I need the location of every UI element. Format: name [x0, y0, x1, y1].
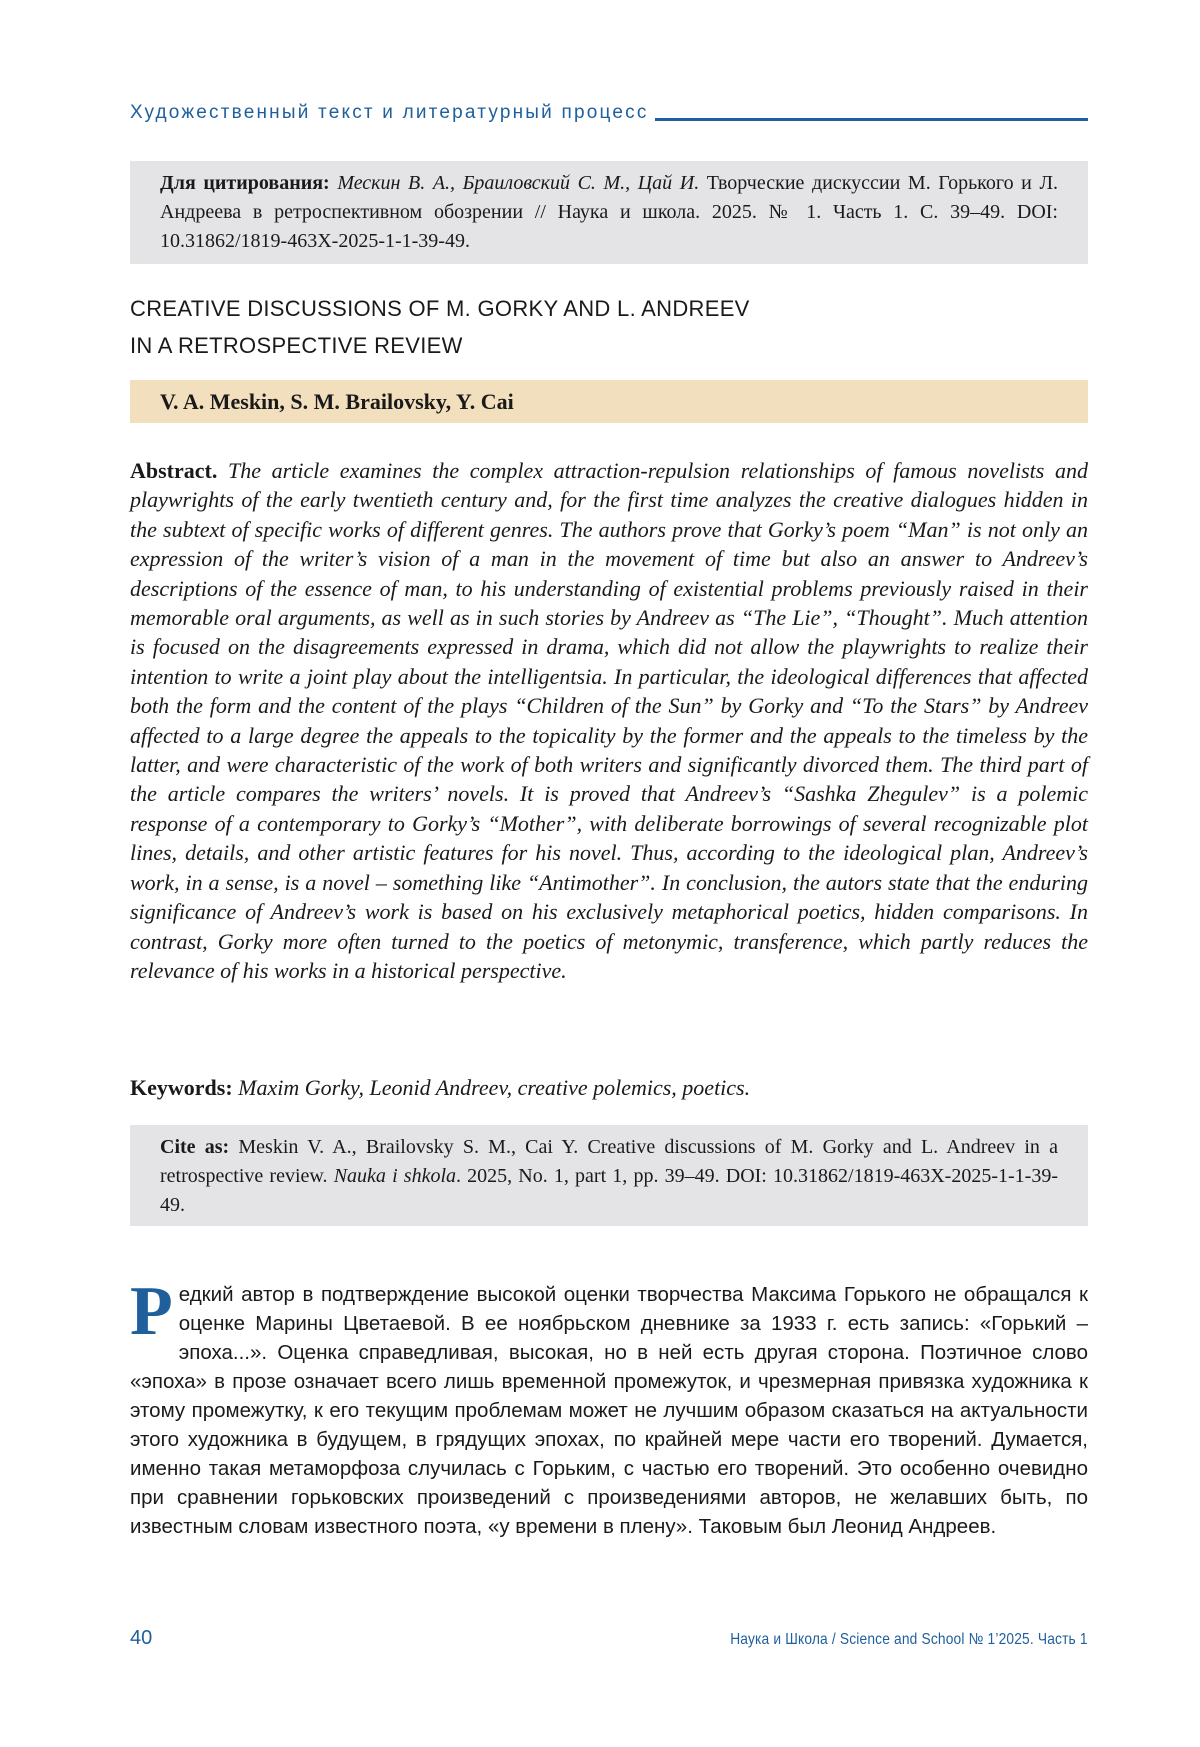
- journal-info: Наука и Школа / Science and School № 1’2025. Часть 1: [730, 1631, 1088, 1648]
- drop-cap: Р: [130, 1273, 173, 1350]
- article-authors: V. A. Meskin, S. M. Brailovsky, Y. Cai: [130, 380, 1088, 423]
- section-header: [130, 102, 1088, 124]
- citation-en-text-after: . 2025, No. 1, part 1, pp. 39–49. DOI: 10.31862/1819-463X-2025-1-1-39-49.: [160, 1165, 1058, 1216]
- keywords-text: Maxim Gorky, Leonid Andreev, creative polemics, poetics.: [238, 1075, 751, 1100]
- article-title: [130, 290, 1030, 364]
- article-title-line2: IN A RETROSPECTIVE REVIEW: [130, 333, 463, 358]
- header-rule: [655, 118, 1088, 121]
- abstract-label: Abstract.: [130, 458, 218, 483]
- abstract: [130, 456, 1088, 985]
- page-number: 40: [130, 1627, 153, 1649]
- citation-ru-box: [130, 161, 1088, 264]
- citation-ru-label: Для цитирования:: [160, 172, 330, 194]
- keywords: [130, 1073, 1088, 1103]
- citation-ru-authors: Мескин В. А., Браиловский С. М., Цай И.: [337, 172, 700, 194]
- citation-en-text-before: Meskin V. A., Brailovsky S. M., Cai Y. Creative discussions of M. Gorky and L. Andreev in a retrospective review.: [160, 1136, 1058, 1187]
- citation-en-box: [130, 1125, 1088, 1226]
- citation-en-label: Cite as:: [160, 1136, 230, 1158]
- body-paragraph: [130, 1273, 1088, 1541]
- citation-ru-text: Творческие дискуссии М. Горького и Л. Андреева в ретроспективном обозрении // Наука и школа. 2025. № 1. Часть 1. С. 39–49. DOI: 10.31862/1819-463X-2025-1-1-39-49.: [160, 172, 1059, 252]
- citation-en-journal: Nauka i shkola: [333, 1165, 456, 1187]
- page-footer: [130, 1627, 1088, 1650]
- keywords-label: Keywords:: [130, 1075, 233, 1100]
- section-title: Художественный текст и литературный процесс: [130, 102, 649, 123]
- article-title-line1: CREATIVE DISCUSSIONS OF M. GORKY AND L. ANDREEV: [130, 296, 750, 321]
- abstract-text: The article examines the complex attraction-repulsion relationships of famous novelists and playwrights of the early twentieth century and, for the first time analyzes the creative dialogues hidden in the subtext of specific works of different genres. The authors prove that Gorky’s poem “Man” is not only an expression of the writer’s vision of a man in the movement of time but also an answer to Andreev’s descriptions of the essence of man, to his understanding of existential problems previously raised in their memorable oral arguments, as well as in such stories by Andreev as “The Lie”, “Thought”. Much attention is focused on the disagreements expressed in drama, which did not allow the playwrights to realize their intention to write a joint play about the intelligentsia. In particular, the ideological differences that affected both the form and the content of the plays “Children of the Sun” by Gorky and “To the Stars” by Andreev affected to a large degree the appeals to the topicality by the former and the appeals to the timeless by the latter, and were characteristic of the work of both writers and significantly divorced them. The third part of the article compares the writers’ novels. It is proved that Andreev’s “Sashka Zhegulev” is a polemic response of a contemporary to Gorky’s “Mother”, with deliberate borrowings of several recognizable plot lines, details, and other artistic features for his novel. Thus, according to the ideological plan, Andreev’s work, in a sense, is a novel – something like “Antimother”. In conclusion, the autors state that the enduring significance of Andreev’s work is based on his exclusively metaphorical poetics, hidden comparisons. In contrast, Gorky more often turned to the poetics of metonymic, transference, which partly reduces the relevance of his works in a historical perspective.: [130, 458, 1088, 983]
- body-text: едкий автор в подтверждение высокой оценки творчества Максима Горького не обращался к оценке Марины Цветаевой. В ее ноябрьском дневнике за 1933 г. есть запись: «Горький – эпоха...». Оценка справедливая, высокая, но в ней есть другая сторона. Поэтичное слово «эпоха» в прозе означает всего лишь временной промежуток, и чрезмерная привязка художника к этому промежутку, к его текущим проблемам может не лучшим образом сказаться на актуальности этого художника в будущем, в грядущих эпохах, по крайней мере части его творений. Думается, именно такая метаморфоза случилась с Горьким, с частью его творений. Это особенно очевидно при сравнении горьковских произведений с произведениями авторов, не желавших быть, по известным словам известного поэта, «у времени в плену». Таковым был Леонид Андреев.: [130, 1283, 1088, 1538]
